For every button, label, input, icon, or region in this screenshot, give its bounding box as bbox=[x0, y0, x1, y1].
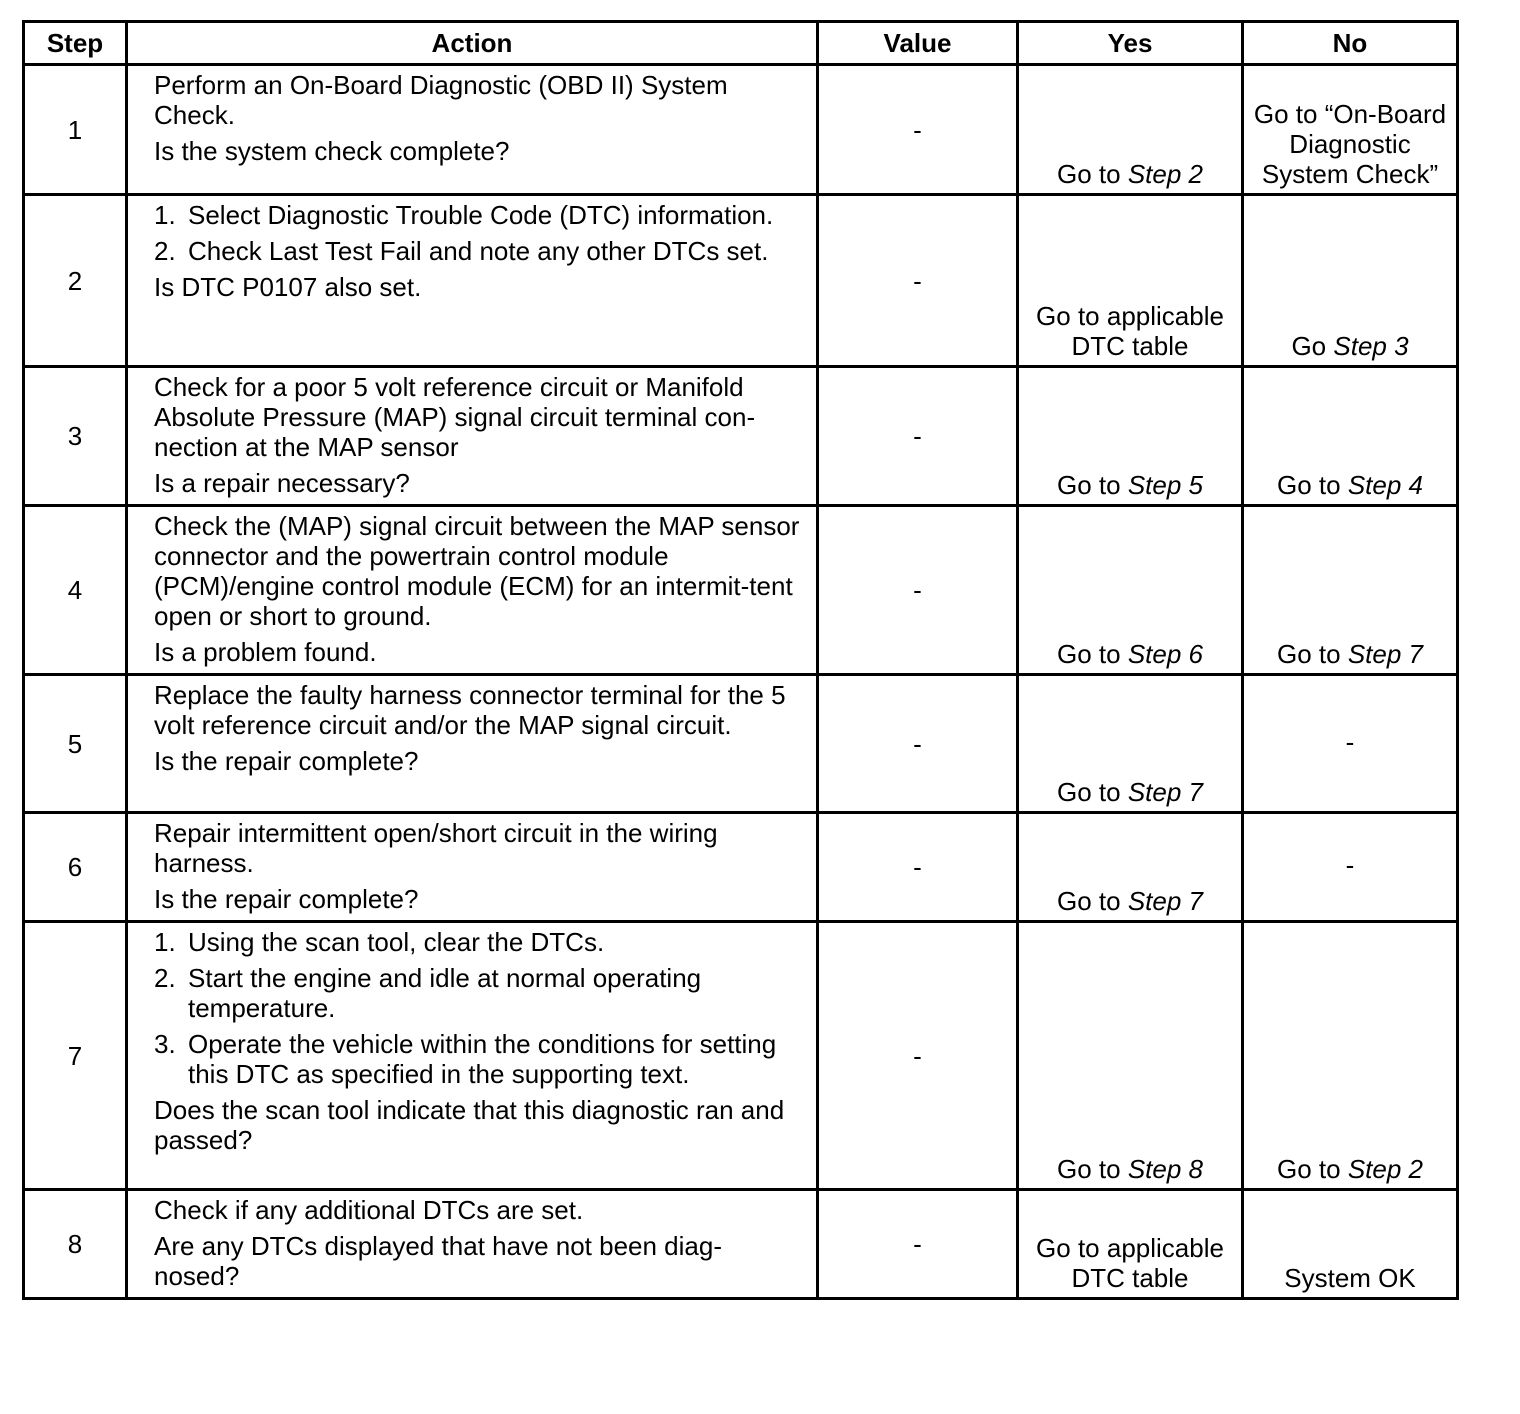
action-cell bbox=[127, 367, 818, 506]
action-text: Check for a poor 5 volt reference circuit or Manifold Absolute Pressure (MAP) signal circuit terminal con-nection at the MAP sensor bbox=[154, 372, 756, 462]
yes-cell bbox=[1018, 506, 1243, 675]
no-prefix: Go bbox=[1291, 331, 1334, 361]
list-item-text: Select Diagnostic Trouble Code (DTC) information. bbox=[188, 200, 774, 230]
no-cell bbox=[1243, 813, 1458, 922]
action-list-item bbox=[154, 200, 802, 230]
value-cell bbox=[818, 1190, 1018, 1299]
value-text: - bbox=[913, 265, 922, 296]
value-text: - bbox=[913, 114, 922, 145]
step-number: 8 bbox=[24, 1190, 127, 1299]
table-row bbox=[24, 675, 1458, 813]
step-number: 6 bbox=[24, 813, 127, 922]
list-item-text: Check Last Test Fail and note any other DTCs set. bbox=[188, 236, 769, 266]
action-list-item bbox=[154, 236, 802, 266]
header-action: Action bbox=[127, 22, 818, 65]
value-text: - bbox=[913, 1040, 922, 1071]
value-text: - bbox=[913, 575, 922, 605]
action-question: Is the repair complete? bbox=[154, 746, 419, 776]
action-question: Does the scan tool indicate that this diagnostic ran and passed? bbox=[154, 1095, 785, 1155]
action-cell bbox=[127, 65, 818, 195]
yes-step-link: Step 6 bbox=[1127, 639, 1203, 669]
action-question: Is a repair necessary? bbox=[154, 468, 410, 498]
no-prefix: Go to bbox=[1277, 1154, 1348, 1184]
no-step-link: Step 3 bbox=[1333, 331, 1409, 361]
list-item-number: 1. bbox=[154, 200, 176, 230]
action-question: Are any DTCs displayed that have not been diag-nosed? bbox=[154, 1231, 723, 1291]
yes-cell bbox=[1018, 65, 1243, 195]
action-cell bbox=[127, 675, 818, 813]
action-list-item bbox=[154, 1029, 802, 1089]
value-cell bbox=[818, 675, 1018, 813]
no-text: System OK bbox=[1284, 1263, 1416, 1293]
step-number: 2 bbox=[24, 195, 127, 367]
value-text: - bbox=[913, 421, 922, 451]
value-cell bbox=[818, 65, 1018, 195]
no-step-link: Step 4 bbox=[1347, 470, 1423, 500]
action-cell bbox=[127, 813, 818, 922]
header-value: Value bbox=[818, 22, 1018, 65]
value-text: - bbox=[913, 852, 922, 882]
header-no: No bbox=[1243, 22, 1458, 65]
table-row bbox=[24, 1190, 1458, 1299]
value-cell bbox=[818, 367, 1018, 506]
no-prefix: Go to bbox=[1277, 470, 1348, 500]
action-text: Check the (MAP) signal circuit between the MAP sensor connector and the powertrain control module (PCM)/engine control module (ECM) for an intermit-tent open or short to ground. bbox=[154, 511, 800, 631]
no-prefix: Go to bbox=[1277, 639, 1348, 669]
no-step-link: Step 7 bbox=[1347, 639, 1423, 669]
yes-prefix: Go to bbox=[1057, 886, 1128, 916]
no-text: Go to “On-Board Diagnostic System Check” bbox=[1253, 99, 1447, 189]
list-item-text: Operate the vehicle within the conditions for setting this DTC as specified in the supporting text. bbox=[188, 1029, 777, 1089]
yes-cell bbox=[1018, 922, 1243, 1190]
table-row bbox=[24, 813, 1458, 922]
table-body bbox=[24, 65, 1458, 1299]
header-yes: Yes bbox=[1018, 22, 1243, 65]
diagnostic-table bbox=[22, 20, 1459, 1300]
no-cell bbox=[1243, 675, 1458, 813]
action-list-item bbox=[154, 927, 802, 957]
yes-cell bbox=[1018, 675, 1243, 813]
header-row bbox=[24, 22, 1458, 65]
value-cell bbox=[818, 813, 1018, 922]
yes-step-link: Step 2 bbox=[1127, 159, 1203, 189]
yes-prefix: Go to bbox=[1057, 159, 1128, 189]
yes-text: Go to applicable DTC table bbox=[1036, 1233, 1224, 1293]
no-text: - bbox=[1345, 850, 1355, 880]
list-item-number: 2. bbox=[154, 236, 176, 266]
action-question: Is the repair complete? bbox=[154, 884, 419, 914]
action-question: Is the system check complete? bbox=[154, 136, 510, 166]
step-number: 3 bbox=[24, 367, 127, 506]
yes-prefix: Go to bbox=[1057, 639, 1128, 669]
no-cell bbox=[1243, 1190, 1458, 1299]
no-step-link: Step 2 bbox=[1347, 1154, 1423, 1184]
header-step: Step bbox=[24, 22, 127, 65]
action-text: Repair intermittent open/short circuit in the wiring harness. bbox=[154, 818, 718, 878]
value-text: - bbox=[913, 728, 922, 759]
action-list-item bbox=[154, 963, 802, 1023]
action-cell bbox=[127, 195, 818, 367]
no-cell bbox=[1243, 195, 1458, 367]
table-row bbox=[24, 922, 1458, 1190]
list-item-text: Start the engine and idle at normal operating temperature. bbox=[188, 963, 702, 1023]
action-question: Is a problem found. bbox=[154, 637, 377, 667]
no-cell bbox=[1243, 367, 1458, 506]
action-cell bbox=[127, 506, 818, 675]
action-text: Perform an On-Board Diagnostic (OBD II) System Check. bbox=[154, 70, 728, 130]
yes-step-link: Step 7 bbox=[1127, 777, 1203, 807]
table-row bbox=[24, 367, 1458, 506]
action-cell bbox=[127, 922, 818, 1190]
yes-prefix: Go to bbox=[1057, 1154, 1128, 1184]
action-text: Check if any additional DTCs are set. bbox=[154, 1195, 584, 1225]
yes-step-link: Step 5 bbox=[1127, 470, 1203, 500]
yes-text: Go to applicable DTC table bbox=[1036, 301, 1224, 361]
yes-prefix: Go to bbox=[1057, 777, 1128, 807]
value-cell bbox=[818, 922, 1018, 1190]
no-cell bbox=[1243, 506, 1458, 675]
action-cell bbox=[127, 1190, 818, 1299]
yes-cell bbox=[1018, 813, 1243, 922]
list-item-number: 3. bbox=[154, 1029, 176, 1059]
table-row bbox=[24, 506, 1458, 675]
step-number: 4 bbox=[24, 506, 127, 675]
value-cell bbox=[818, 195, 1018, 367]
action-question: Is DTC P0107 also set. bbox=[154, 272, 422, 302]
step-number: 5 bbox=[24, 675, 127, 813]
list-item-text: Using the scan tool, clear the DTCs. bbox=[188, 927, 605, 957]
action-text: Replace the faulty harness connector terminal for the 5 volt reference circuit and/or the MAP signal circuit. bbox=[154, 680, 786, 740]
table-row bbox=[24, 65, 1458, 195]
table-row bbox=[24, 195, 1458, 367]
value-text: - bbox=[913, 1229, 922, 1259]
no-text: - bbox=[1345, 726, 1355, 757]
step-number: 7 bbox=[24, 922, 127, 1190]
list-item-number: 1. bbox=[154, 927, 176, 957]
yes-prefix: Go to bbox=[1057, 470, 1128, 500]
no-cell bbox=[1243, 922, 1458, 1190]
yes-cell bbox=[1018, 1190, 1243, 1299]
yes-step-link: Step 7 bbox=[1127, 886, 1203, 916]
list-item-number: 2. bbox=[154, 963, 176, 993]
yes-cell bbox=[1018, 195, 1243, 367]
yes-cell bbox=[1018, 367, 1243, 506]
yes-step-link: Step 8 bbox=[1127, 1154, 1203, 1184]
step-number: 1 bbox=[24, 65, 127, 195]
value-cell bbox=[818, 506, 1018, 675]
no-cell bbox=[1243, 65, 1458, 195]
